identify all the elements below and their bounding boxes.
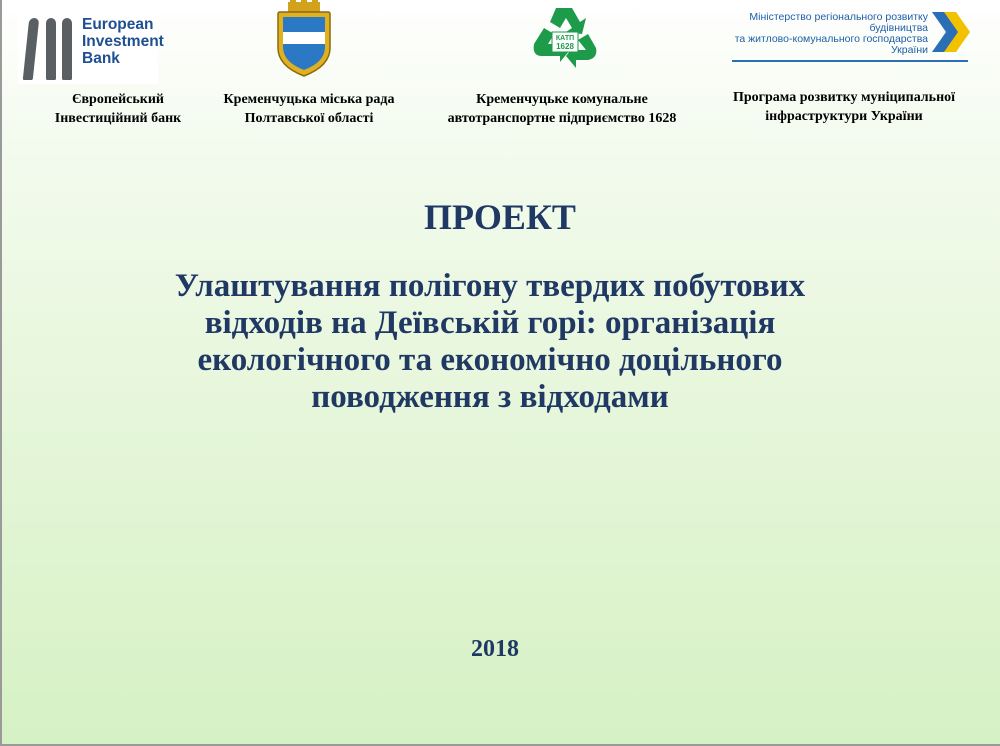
caption-line: інфраструктури України xyxy=(765,109,923,124)
project-subtitle xyxy=(90,268,890,416)
eib-logo-text-line: Bank xyxy=(82,50,120,67)
eib-logo-bar xyxy=(62,18,72,80)
year: 2018 xyxy=(471,636,519,662)
ministry-text-line: Міністерство регіонального розвитку xyxy=(749,11,928,23)
eib-logo-text xyxy=(82,16,164,67)
ministry-text-line: України xyxy=(890,44,928,56)
subtitle-line: відходів на Деївській горі: організація xyxy=(204,305,776,341)
caption-line: Кременчуцька міська рада xyxy=(223,92,395,107)
caption-line: автотранспортне підприємство 1628 xyxy=(447,111,677,126)
ministry-logo-text xyxy=(735,12,928,56)
recycle-badge-line1: КАТП xyxy=(555,35,575,42)
ministry-chevron-icon xyxy=(930,10,970,54)
caption-line: Кременчуцьке комунальне xyxy=(476,92,648,107)
slide-left-border xyxy=(0,0,2,746)
eib-logo-text-line: European xyxy=(82,16,154,33)
caption-line: Програма розвитку муніципальної xyxy=(732,90,956,105)
subtitle-line: Улаштування полігону твердих побутових xyxy=(174,268,806,304)
eib-logo xyxy=(18,6,164,84)
ministry-text-line: та житлово-комунального господарства xyxy=(734,33,928,45)
ministry-logo xyxy=(726,8,972,64)
subtitle-line: поводження з відходами xyxy=(311,379,669,415)
caption-line: Інвестиційний банк xyxy=(54,111,182,126)
caption-city-council xyxy=(204,90,414,128)
caption-program xyxy=(706,88,982,126)
caption-eib xyxy=(28,90,208,128)
recycle-logo-icon xyxy=(526,4,602,74)
ministry-text-line: будівництва xyxy=(869,22,928,34)
ministry-underline xyxy=(732,60,968,62)
caption-line: Полтавської області xyxy=(244,111,374,126)
kremenchuk-coat-of-arms-icon xyxy=(272,0,336,80)
caption-transport-enterprise xyxy=(424,90,700,128)
eib-logo-text-line: Investment xyxy=(82,33,164,50)
eib-logo-bar xyxy=(23,18,40,80)
recycle-badge-line2: 1628 xyxy=(556,42,574,51)
eib-logo-bar xyxy=(46,18,56,80)
caption-line: Європейський xyxy=(71,92,164,107)
subtitle-line: екологічного та економічно доцільного xyxy=(197,342,783,378)
slide-title: ПРОЕКТ xyxy=(424,197,576,237)
